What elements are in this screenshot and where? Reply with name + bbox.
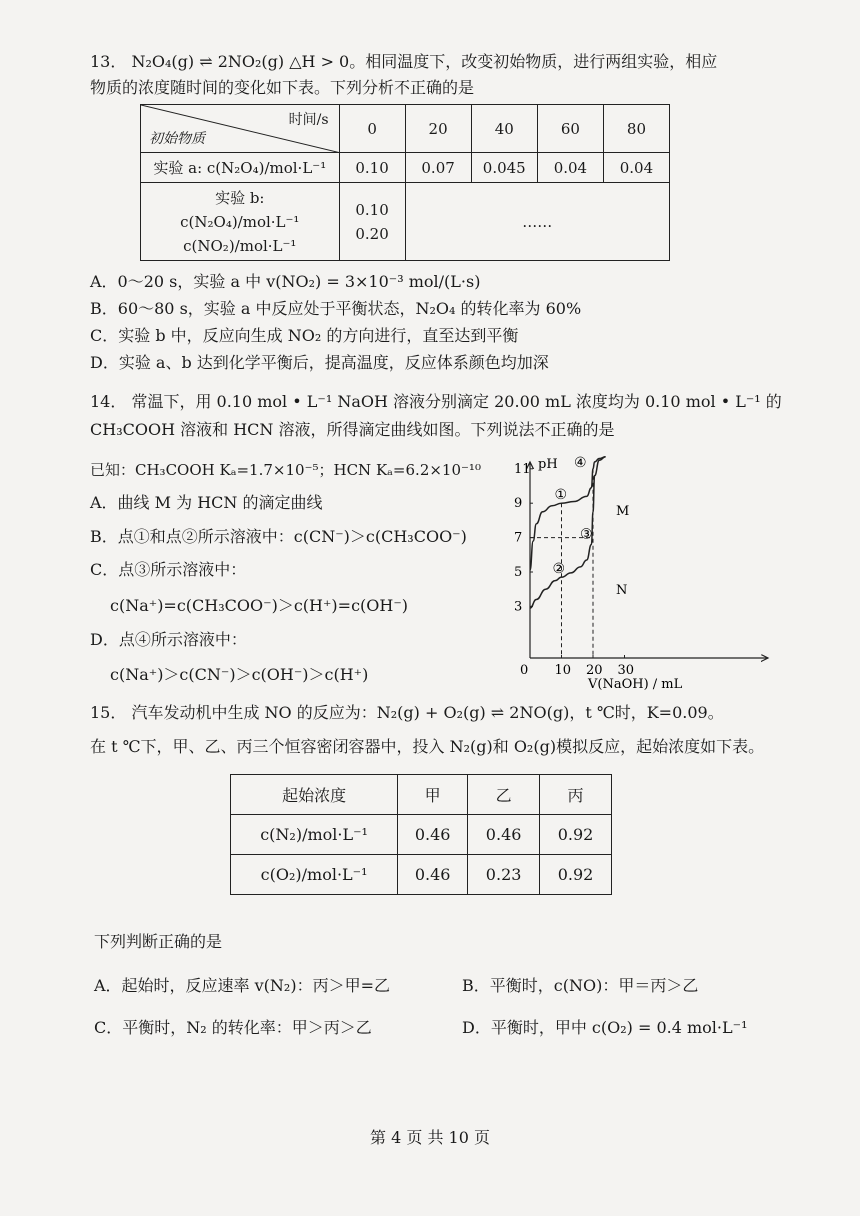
y-tick-label: 11 (514, 461, 531, 477)
y-tick-label: 9 (514, 496, 523, 512)
titration-chart (500, 452, 790, 692)
q13-option-a: A．0～20 s，实验 a 中 v(NO₂) = 3×10⁻³ mol/(L·s) (90, 272, 481, 291)
q13-stem-line1: 13． N₂O₄(g) ⇌ 2NO₂(g) △H > 0。相同温度下，改变初始物质，进行两组实验，相应 (90, 52, 718, 71)
q14-stem-line2: CH₃COOH 溶液和 HCN 溶液，所得滴定曲线如图。下列说法不正确的是 (90, 420, 615, 439)
q15-stem-line1: 15． 汽车发动机中生成 NO 的反应为：N₂(g) + O₂(g) ⇌ 2NO(g)，t ℃时，K=0.09。 (90, 703, 724, 722)
q15-row-o2-label: c(O₂)/mol·L⁻¹ (231, 855, 398, 895)
q14-option-d: D．点④所示溶液中： (90, 630, 247, 649)
point-marker: ② (552, 561, 566, 578)
q15-cell: 0.92 (540, 815, 612, 855)
q13-table (140, 104, 670, 261)
q15-cell: 0.46 (398, 815, 468, 855)
curve-label-n: N (616, 583, 628, 598)
x-tick-label: 20 (586, 663, 603, 678)
q14-option-c: C．点③所示溶液中： (90, 560, 247, 579)
q15-option-a: A．起始时，反应速率 v(N₂)：丙＞甲=乙 (94, 976, 390, 995)
q13-row-b-title: 实验 b: (215, 188, 265, 207)
q14-known-ka: 已知：CH₃COOH Kₐ=1.7×10⁻⁵；HCN Kₐ=6.2×10⁻¹⁰ (90, 461, 481, 479)
q15-cell: 0.46 (398, 855, 468, 895)
q13-time-40: 40 (471, 105, 537, 153)
q13-time-20: 20 (405, 105, 471, 153)
y-tick-label: 7 (514, 530, 523, 546)
curve-m (530, 454, 606, 571)
q14-stem-line1: 14． 常温下，用 0.10 mol • L⁻¹ NaOH 溶液分别滴定 20.00 mL 浓度均为 0.10 mol • L⁻¹ 的 (90, 392, 782, 411)
curve-label-m: M (616, 504, 630, 519)
q15-question: 下列判断正确的是 (94, 932, 223, 951)
q15-row-n2-label: c(N₂)/mol·L⁻¹ (231, 815, 398, 855)
q15-option-c: C．平衡时，N₂ 的转化率：甲＞丙＞乙 (94, 1018, 372, 1037)
q13-option-b: B．60～80 s，实验 a 中反应处于平衡状态，N₂O₄ 的转化率为 60% (90, 299, 582, 318)
x-tick-label: 0 (520, 663, 529, 678)
q13-row-b-n2o4: c(N₂O₄)/mol·L⁻¹ (180, 212, 300, 231)
point-marker: ③ (580, 526, 593, 543)
q13-option-c: C．实验 b 中，反应向生成 NO₂ 的方向进行，直至达到平衡 (90, 326, 519, 345)
q13-row-b-v1: 0.10 (355, 200, 389, 219)
page-footer: 第 4 页 共 10 页 (370, 1128, 490, 1147)
q13-row-a-cell: 0.04 (603, 153, 669, 183)
q14-option-a: A．曲线 M 为 HCN 的滴定曲线 (90, 493, 323, 512)
q13-row-b-v2: 0.20 (355, 224, 389, 243)
q15-cell: 0.46 (468, 815, 540, 855)
q13-option-d: D．实验 a、b 达到化学平衡后，提高温度，反应体系颜色均加深 (90, 353, 549, 372)
q15-header-jia: 甲 (398, 775, 468, 815)
point-marker: ④ (574, 454, 587, 471)
q15-stem-line2: 在 t ℃下，甲、乙、丙三个恒容密闭容器中，投入 N₂(g)和 O₂(g)模拟反应，起始浓度如下表。 (90, 737, 765, 756)
q14-option-d-expr: c(Na⁺)＞c(CN⁻)＞c(OH⁻)＞c(H⁺) (110, 665, 369, 684)
q13-row-b-no2: c(NO₂)/mol·L⁻¹ (183, 236, 297, 255)
q13-row-b-label (141, 183, 340, 261)
q14-option-c-expr: c(Na⁺)=c(CH₃COO⁻)＞c(H⁺)=c(OH⁻) (110, 596, 409, 615)
curve-n (530, 454, 606, 608)
q14-option-b: B．点①和点②所示溶液中：c(CN⁻)＞c(CH₃COO⁻) (90, 527, 467, 546)
q13-row-a-cell: 0.10 (339, 153, 405, 183)
q13-row-a-label: 实验 a: c(N₂O₄)/mol·L⁻¹ (141, 153, 340, 183)
q13-row-a-cell: 0.07 (405, 153, 471, 183)
q15-header-conc: 起始浓度 (231, 775, 398, 815)
y-tick-label: 5 (514, 565, 523, 580)
q13-corner-initial: 初始物质 (149, 131, 205, 147)
q13-time-80: 80 (603, 105, 669, 153)
y-axis-label: pH (538, 457, 558, 472)
x-axis-label: V(NaOH) / mL (588, 677, 683, 692)
q15-table (230, 774, 612, 895)
q15-header-yi: 乙 (468, 775, 540, 815)
q13-corner-time: 时间/s (288, 112, 329, 128)
q15-cell: 0.92 (540, 855, 612, 895)
x-tick-label: 30 (617, 663, 635, 678)
point-marker: ① (554, 487, 568, 504)
q15-cell: 0.23 (468, 855, 540, 895)
q13-time-0: 0 (339, 105, 405, 153)
q13-table-corner (141, 105, 340, 153)
q15-option-b: B．平衡时，c(NO)：甲＝丙＞乙 (462, 976, 699, 995)
q13-row-b-values (339, 183, 405, 261)
q15-header-bing: 丙 (540, 775, 612, 815)
y-tick-label: 3 (514, 599, 523, 615)
q13-stem-line2: 物质的浓度随时间的变化如下表。下列分析不正确的是 (90, 78, 475, 97)
q13-row-b-ellipsis: …… (405, 183, 669, 261)
q13-row-a-cell: 0.045 (471, 153, 537, 183)
q13-row-a-cell: 0.04 (537, 153, 603, 183)
q13-time-60: 60 (537, 105, 603, 153)
x-tick-label: 10 (554, 663, 572, 678)
q15-option-d: D．平衡时，甲中 c(O₂) = 0.4 mol·L⁻¹ (462, 1018, 748, 1037)
